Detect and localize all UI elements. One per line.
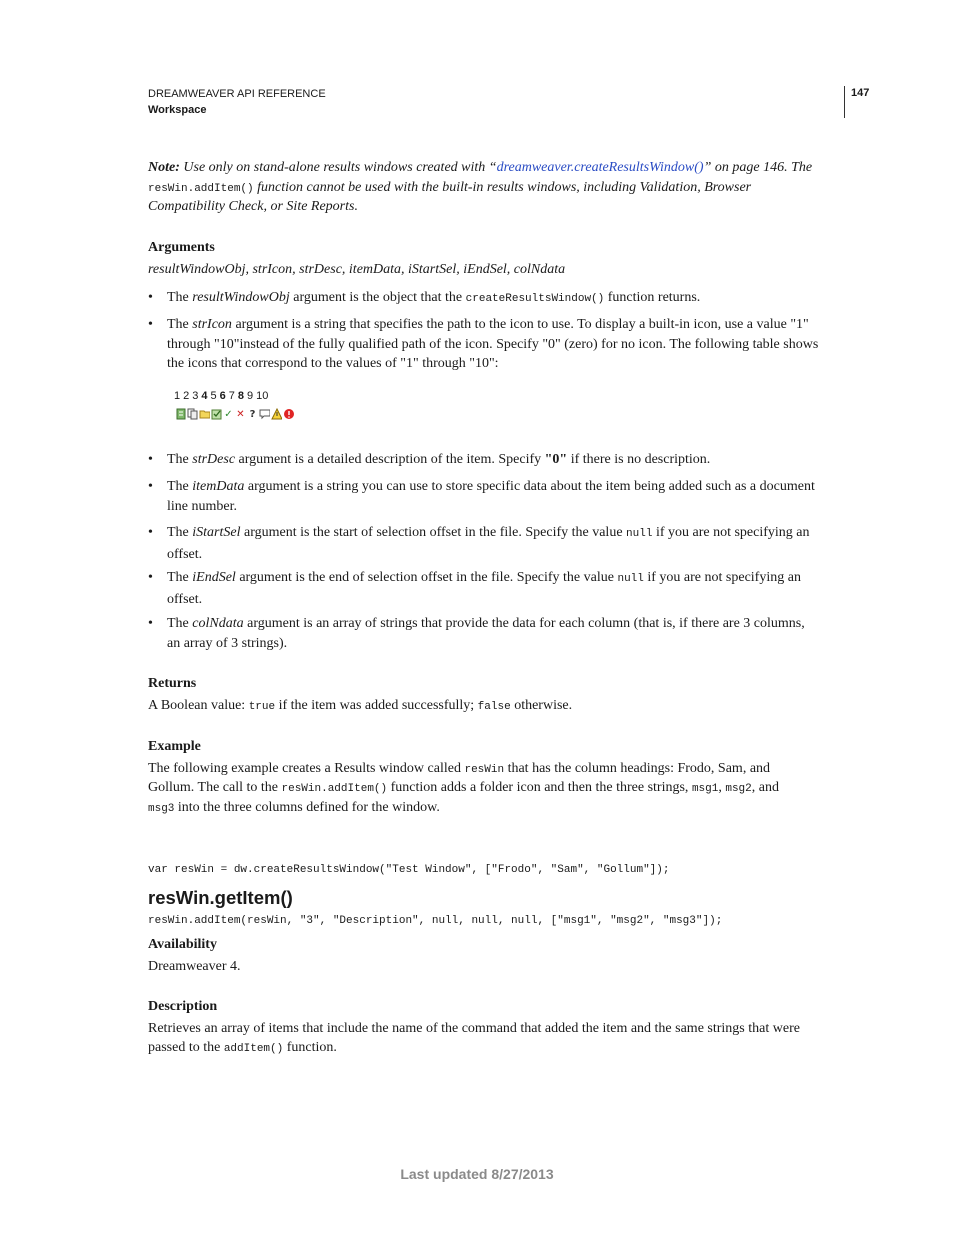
code: addItem() [223,1043,284,1055]
text: A Boolean value: [148,698,249,713]
error-icon [283,408,294,420]
icon-number: 3 [192,390,199,402]
text: argument is the start of selection offset in the file. Specify the value [240,525,627,540]
param-name: strDesc [192,452,236,467]
code: null [617,573,644,585]
text: The [167,616,193,631]
icon-number: 7 [228,390,235,402]
code: msg3 [148,803,175,815]
example-heading: Example [148,739,201,754]
note-text: Use only on stand-alone results windows created with “ [179,160,497,175]
copy-icon [187,408,198,420]
text: The [167,479,193,494]
text: argument is a string that specifies the path to the icon to use. To display a built-in icon, use a value "1" [231,317,809,332]
arguments-heading: Arguments [148,240,215,255]
text: that has the column headings: Frodo, Sam, and [504,761,771,776]
text: into the three columns defined for the window. [174,800,440,815]
text: The [167,570,193,585]
footer-last-updated: Last updated 8/27/2013 [400,1166,554,1182]
bullet-dot: • [148,290,153,305]
example-line-2 [148,778,838,800]
icon-number: 10 [256,390,269,402]
text: if there is no description. [567,452,711,467]
code: true [248,701,276,713]
text: argument is the object that the [289,290,466,305]
header-divider [844,86,845,118]
code: msg1 [691,783,719,795]
param-name: itemData [192,479,245,494]
note-line-1 [148,158,838,178]
param-name: colNdata [192,616,244,631]
running-header-title: DREAMWEAVER API REFERENCE [148,88,326,100]
code-line: var resWin = dw.createResultsWindow("Test Window", ["Frodo", "Sam", "Gollum"]); [148,864,670,876]
doc-icon [175,408,186,420]
bullet-str-desc [148,450,838,470]
bullet-col-ndata [148,614,838,654]
text: passed to the [148,1040,224,1055]
bullet-dot: • [148,479,153,494]
bullet-istart-sel [148,523,838,563]
text: The [167,452,193,467]
description-line-1: Retrieves an array of items that include the name of the command that added the item and the same strings that were [148,1021,800,1036]
code-line: resWin.addItem(resWin, "3", "Description", null, null, null, ["msg1", "msg2", "msg3"]); [148,915,723,927]
section-title: resWin.getItem() [148,887,293,908]
param-name: iEndSel [192,570,236,585]
create-results-window-link[interactable]: dreamweaver.createResultsWindow() [496,160,704,175]
folder-check-icon [211,408,222,420]
text: argument is the end of selection offset in the file. Specify the value [235,570,618,585]
icon-number: 5 [210,390,217,402]
code: createResultsWindow() [465,293,605,305]
icon-number: 6 [219,390,226,402]
text: offset. [167,546,203,562]
bullet-item-data [148,477,838,517]
description-line-2 [148,1038,337,1060]
note-lead: Note: [148,160,180,175]
running-header-section: Workspace [148,104,207,116]
bullet-dot: • [148,452,153,467]
question-icon: ? [249,408,256,420]
note-text: function cannot be used with the built-in results windows, including Validation, Browser [253,180,752,195]
text: Gollum. The call to the [148,780,282,795]
text: The [167,317,193,332]
text: argument is a string you can use to store specific data about the item being added such as a document [244,479,815,494]
code: resWin [464,764,505,776]
returns-text [148,696,572,718]
text: argument is a detailed description of the item. Specify [235,452,545,467]
icon-number: 8 [237,390,244,402]
text: "0" [544,452,568,467]
code: msg2 [725,783,752,795]
note-code: resWin.addItem() [148,183,254,195]
text: The following example creates a Results window called [148,761,465,776]
bullet-str-icon [148,315,838,375]
text: argument is an array of strings that provide the data for each column (that is, if there are 3 columns, [243,616,805,631]
arguments-signature: resultWindowObj, strIcon, strDesc, itemData, iStartSel, iEndSel, colNdata [148,262,566,277]
comment-icon [259,408,270,420]
availability-heading: Availability [148,937,217,952]
folder-icon [199,408,210,420]
text: function. [283,1040,337,1055]
note-text: ” on page 146. The [703,160,813,175]
text: The [167,290,193,305]
icon-row [175,408,294,420]
note-line-3: Compatibility Check, or Site Reports. [148,199,358,214]
text: function adds a folder icon and then the three strings, [387,780,692,795]
icon-number: 9 [247,390,254,402]
returns-heading: Returns [148,676,197,691]
code: false [477,701,511,713]
availability-text: Dreamweaver 4. [148,959,241,974]
text: otherwise. [510,698,573,713]
description-heading: Description [148,999,218,1014]
page-number: 147 [851,87,870,99]
bullet-dot: • [148,525,153,540]
code: null [626,528,653,540]
bullet-dot: • [148,317,153,332]
icon-number: 1 [174,390,181,402]
bullet-result-window-obj [148,288,838,308]
text: an array of 3 strings). [167,635,288,651]
cross-icon: ✕ [236,408,245,420]
bullet-iend-sel [148,568,838,608]
warning-icon [271,408,282,420]
check-icon: ✓ [224,408,233,420]
example-line-3 [148,798,838,820]
text: the icons that correspond to the values of "1" through "10": [167,356,499,371]
text: function returns. [604,290,701,305]
code: resWin.addItem() [281,783,388,795]
text: The [167,525,193,540]
icon-number: 2 [183,390,190,402]
text: if you are not specifying an [643,570,801,585]
param-name: resultWindowObj [192,290,290,305]
text: offset. [167,591,203,607]
param-name: strIcon [192,317,232,332]
text: if you are not specifying an [652,525,810,540]
bullet-dot: • [148,570,153,585]
text: , [718,780,726,795]
icon-number: 4 [201,390,208,402]
icon-number-row [174,390,271,402]
param-name: iStartSel [192,525,241,540]
text: , and [751,780,779,795]
text: if the item was added successfully; [275,698,478,713]
text: through "10"instead of the fully qualified path of the icon. Specify "0" (zero) for no icon. The following table shows [167,336,819,352]
text: line number. [167,498,237,514]
bullet-dot: • [148,616,153,631]
